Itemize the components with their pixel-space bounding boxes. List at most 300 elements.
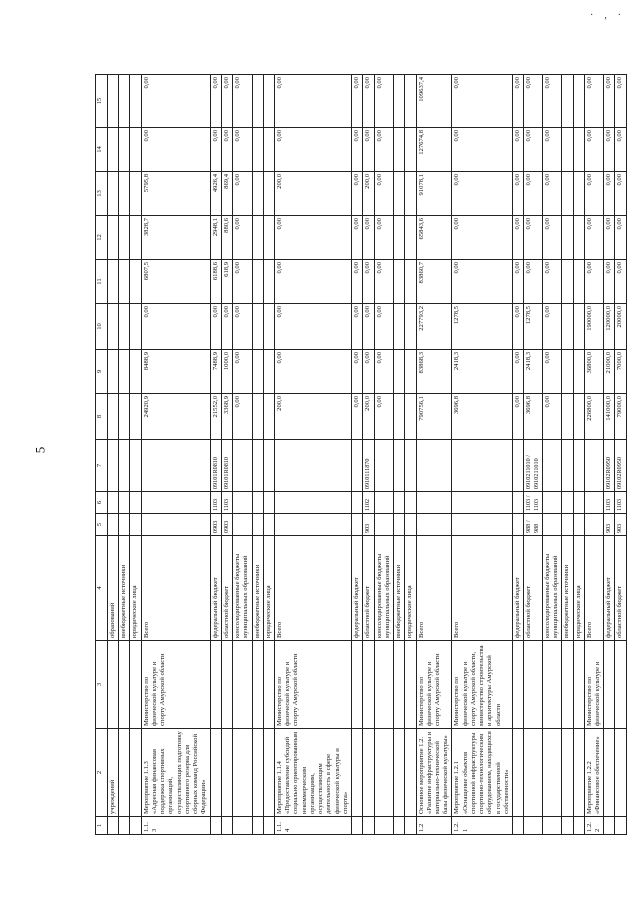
column-header: 8	[96, 394, 108, 440]
table-cell-executor	[604, 641, 615, 729]
table-cell-executor	[615, 641, 626, 729]
column-header: 15	[96, 75, 108, 128]
table-cell-grbs	[374, 514, 393, 536]
table-cell-c12: 0,00	[584, 216, 603, 260]
table-cell-c12	[108, 216, 119, 260]
table-cell-name	[513, 729, 524, 817]
table-cell-source: внебюджетные источники	[394, 536, 405, 641]
table-cell-c9: 0,00	[233, 350, 252, 394]
table-row	[141, 75, 210, 835]
table-cell-rzpr	[141, 492, 210, 514]
table-cell-c8: 24920,9	[141, 394, 210, 440]
table-cell-c12	[573, 216, 584, 260]
table-cell-executor	[263, 641, 274, 729]
table-cell-c8	[562, 394, 573, 440]
table-cell-c12	[394, 216, 405, 260]
table-cell-code	[252, 817, 263, 835]
column-header: 7	[96, 440, 108, 492]
table-cell-c12: 2948,1	[210, 216, 221, 260]
table-cell-c11: 0,00	[274, 260, 351, 304]
table-cell-csr	[542, 440, 561, 492]
table-cell-rzpr	[513, 492, 524, 514]
table-cell-c12	[405, 216, 416, 260]
table-cell-grbs	[452, 514, 513, 536]
column-header: 4	[96, 536, 108, 641]
table-cell-source: областной бюджет	[221, 536, 232, 641]
table-cell-grbs	[130, 514, 141, 536]
table-cell-c15	[405, 75, 416, 128]
table-cell-c8: 3696,8	[524, 394, 543, 440]
table-cell-grbs	[573, 514, 584, 536]
table-cell-c9: 0,00	[374, 350, 393, 394]
table-cell-rzpr: 1103	[210, 492, 221, 514]
table-cell-c8: 79000,0	[615, 394, 626, 440]
table-cell-c11: 0,00	[615, 260, 626, 304]
table-cell-c9: 0,00	[542, 350, 561, 394]
table-cell-c14: 0,00	[584, 128, 603, 172]
table-cell-c15	[562, 75, 573, 128]
table-cell-code	[615, 817, 626, 835]
table-cell-code	[210, 817, 221, 835]
table-cell-grbs	[352, 514, 363, 536]
table-cell-c8: 141000,0	[604, 394, 615, 440]
table-cell-c10: 0,00	[221, 304, 232, 350]
table-cell-grbs	[405, 514, 416, 536]
table-cell-rzpr	[233, 492, 252, 514]
table-cell-code	[394, 817, 405, 835]
table-cell-source: консолидированные бюджеты муниципальных образований	[374, 536, 393, 641]
table-cell-c10	[130, 304, 141, 350]
table-cell-executor	[394, 641, 405, 729]
table-cell-executor	[573, 641, 584, 729]
table-cell-c14	[263, 128, 274, 172]
table-cell-c8	[394, 394, 405, 440]
table-cell-c13	[263, 172, 274, 216]
table-cell-c15: 0,00	[584, 75, 603, 128]
table-cell-c11: 0,00	[363, 260, 374, 304]
table-row	[405, 75, 416, 835]
table-cell-c14: 127674,8	[416, 128, 452, 172]
table-cell-c15	[573, 75, 584, 128]
table-cell-c15: 0,00	[352, 75, 363, 128]
table-cell-source: внебюджетные источники	[252, 536, 263, 641]
scan-marks: · ‚ ·	[590, 10, 625, 21]
table-cell-c14: 0,00	[374, 128, 393, 172]
table-cell-source: юридические лица	[263, 536, 274, 641]
table-cell-c9: 1000,0	[221, 350, 232, 394]
budget-table	[95, 74, 627, 835]
table-cell-c8	[252, 394, 263, 440]
table-cell-c14	[562, 128, 573, 172]
table-cell-c12	[562, 216, 573, 260]
column-header: 2	[96, 729, 108, 817]
table-cell-csr	[452, 440, 513, 492]
table-cell-c10: 1278,5	[452, 304, 513, 350]
table-cell-c14: 0,00	[452, 128, 513, 172]
table-cell-name	[263, 729, 274, 817]
table-cell-c12: 0,00	[452, 216, 513, 260]
table-cell-c13	[562, 172, 573, 216]
table-row	[130, 75, 141, 835]
table-cell-c9	[130, 350, 141, 394]
table-cell-name	[405, 729, 416, 817]
table-cell-c13: 4926,4	[210, 172, 221, 216]
table-cell-c11: 0,00	[604, 260, 615, 304]
table-cell-source: юридические лица	[130, 536, 141, 641]
table-row	[363, 75, 374, 835]
table-cell-executor	[233, 641, 252, 729]
table-cell-csr	[130, 440, 141, 492]
table-row	[604, 75, 615, 835]
table-cell-c9	[252, 350, 263, 394]
table-cell-name	[615, 729, 626, 817]
table-cell-code	[130, 817, 141, 835]
table-cell-code	[542, 817, 561, 835]
table-cell-c10: 0,00	[542, 304, 561, 350]
table-cell-c12: 0,00	[542, 216, 561, 260]
column-header: 6	[96, 492, 108, 514]
table-cell-rzpr	[108, 492, 119, 514]
table-cell-c14	[573, 128, 584, 172]
table-cell-c11	[119, 260, 130, 304]
table-cell-source: консолидированные бюджеты муниципальных образований	[542, 536, 561, 641]
table-cell-c12: 0,00	[513, 216, 524, 260]
table-cell-executor	[108, 641, 119, 729]
table-cell-csr: 0910111870	[363, 440, 374, 492]
table-cell-c15: 0,00	[221, 75, 232, 128]
table-row	[513, 75, 524, 835]
table-cell-c12: 0,00	[233, 216, 252, 260]
table-cell-grbs	[416, 514, 452, 536]
table-cell-rzpr: 1102	[363, 492, 374, 514]
table-cell-executor: Министерство по физической культуре и спорту Амурской области, министерство строительства и архитектуры Амурской области	[452, 641, 513, 729]
table-cell-executor	[210, 641, 221, 729]
table-cell-name	[394, 729, 405, 817]
table-cell-c9	[405, 350, 416, 394]
table-cell-c13	[405, 172, 416, 216]
table-cell-c13: 5795,8	[141, 172, 210, 216]
table-cell-c8: 0,00	[233, 394, 252, 440]
table-cell-c11: 83860,7	[416, 260, 452, 304]
table-row	[274, 75, 351, 835]
table-cell-source: федеральный бюджет	[604, 536, 615, 641]
table-cell-grbs	[108, 514, 119, 536]
table-cell-csr	[573, 440, 584, 492]
table-cell-rzpr	[452, 492, 513, 514]
table-cell-name	[604, 729, 615, 817]
table-cell-c14	[252, 128, 263, 172]
table-cell-source: консолидированные бюджеты муниципальных образований	[233, 536, 252, 641]
table-cell-c13: 0,00	[352, 172, 363, 216]
table-cell-c13	[130, 172, 141, 216]
table-cell-c11: 0,00	[233, 260, 252, 304]
table-cell-executor	[513, 641, 524, 729]
table-cell-executor	[524, 641, 543, 729]
table-cell-c8: 0,00	[513, 394, 524, 440]
table-cell-executor	[363, 641, 374, 729]
table-cell-c13: 91078,1	[416, 172, 452, 216]
table-row	[394, 75, 405, 835]
table-cell-c10	[562, 304, 573, 350]
table-cell-c14: 0,00	[524, 128, 543, 172]
table-cell-c8: 3696,8	[452, 394, 513, 440]
table-cell-c10	[119, 304, 130, 350]
table-cell-code: 1.2.1	[452, 817, 513, 835]
table-row	[524, 75, 543, 835]
table-cell-name	[562, 729, 573, 817]
table-cell-c13: 0,00	[604, 172, 615, 216]
table-cell-grbs	[233, 514, 252, 536]
table-cell-c8: 0,00	[542, 394, 561, 440]
table-cell-code	[352, 817, 363, 835]
table-cell-executor	[130, 641, 141, 729]
table-cell-c13: 0,00	[513, 172, 524, 216]
table-cell-c15	[263, 75, 274, 128]
table-cell-c8	[119, 394, 130, 440]
table-cell-name	[542, 729, 561, 817]
table-cell-executor	[119, 641, 130, 729]
table-cell-c12: 0,00	[374, 216, 393, 260]
table-cell-c12: 0,00	[615, 216, 626, 260]
table-cell-c14: 0,00	[233, 128, 252, 172]
table-cell-code	[233, 817, 252, 835]
table-cell-c13: 0,00	[524, 172, 543, 216]
table-cell-name: Мероприятие 1.2.2 «Финансовое обеспечение»	[584, 729, 603, 817]
table-cell-code	[263, 817, 274, 835]
table-cell-c12: 880,6	[221, 216, 232, 260]
table-cell-code	[573, 817, 584, 835]
table-cell-c8: 21552,0	[210, 394, 221, 440]
table-cell-c14: 0,00	[221, 128, 232, 172]
table-cell-c9: 2418,3	[452, 350, 513, 394]
rotated-table-wrapper	[95, 75, 624, 835]
column-header: 12	[96, 216, 108, 260]
table-cell-c14: 0,00	[513, 128, 524, 172]
table-cell-c13	[573, 172, 584, 216]
table-cell-grbs: 988 / 988	[524, 514, 543, 536]
table-cell-rzpr	[274, 492, 351, 514]
table-cell-c10	[263, 304, 274, 350]
table-cell-c11: 0,00	[524, 260, 543, 304]
table-cell-c9	[119, 350, 130, 394]
table-cell-csr	[394, 440, 405, 492]
table-cell-c8: 226800,0	[584, 394, 603, 440]
table-cell-c15	[119, 75, 130, 128]
table-row	[119, 75, 130, 835]
table-cell-c12: 3828,7	[141, 216, 210, 260]
table-cell-name	[374, 729, 393, 817]
table-cell-executor	[405, 641, 416, 729]
table-cell-grbs: 0903	[221, 514, 232, 536]
table-cell-csr: 09102R0950	[604, 440, 615, 492]
table-cell-c8	[108, 394, 119, 440]
table-cell-name	[252, 729, 263, 817]
table-cell-grbs: 903	[604, 514, 615, 536]
table-cell-c9: 0,00	[363, 350, 374, 394]
table-cell-c11	[394, 260, 405, 304]
table-cell-name	[524, 729, 543, 817]
table-cell-csr	[584, 440, 603, 492]
table-cell-c11: 618,9	[221, 260, 232, 304]
table-cell-c14	[405, 128, 416, 172]
table-cell-code: 1.1.3	[141, 817, 210, 835]
column-header: 1	[96, 817, 108, 835]
table-row	[374, 75, 393, 835]
table-cell-name: Основное мероприятие 1.2. «Развитие инфраструктуры и материально-технической базы физической культуры»	[416, 729, 452, 817]
table-cell-c12: 0,00	[352, 216, 363, 260]
table-cell-grbs: 903	[363, 514, 374, 536]
table-cell-c9	[394, 350, 405, 394]
table-cell-c13	[394, 172, 405, 216]
table-cell-name	[210, 729, 221, 817]
table-cell-c8	[405, 394, 416, 440]
table-cell-source: областной бюджет	[615, 536, 626, 641]
table-cell-c15: 0,00	[141, 75, 210, 128]
table-cell-c9: 8488,9	[141, 350, 210, 394]
table-cell-source: Всего	[584, 536, 603, 641]
table-cell-c10	[405, 304, 416, 350]
table-cell-c10: 0,00	[274, 304, 351, 350]
table-cell-code	[374, 817, 393, 835]
table-cell-grbs: 0903	[210, 514, 221, 536]
table-cell-code: 1.1.4	[274, 817, 351, 835]
table-cell-code	[524, 817, 543, 835]
table-cell-c12	[263, 216, 274, 260]
page-number: 5	[32, 446, 48, 454]
table-cell-csr	[416, 440, 452, 492]
table-cell-rzpr	[573, 492, 584, 514]
table-cell-c10: 0,00	[374, 304, 393, 350]
table-cell-executor: Министерство по физической культуре и спорту Амурской области	[416, 641, 452, 729]
table-cell-c8: 200,0	[274, 394, 351, 440]
table-cell-grbs	[542, 514, 561, 536]
column-header: 10	[96, 304, 108, 350]
table-cell-source: Всего	[452, 536, 513, 641]
table-cell-grbs: 903	[615, 514, 626, 536]
table-cell-c15: 109637,4	[416, 75, 452, 128]
table-cell-csr	[119, 440, 130, 492]
table-cell-rzpr	[394, 492, 405, 514]
table-cell-c9: 0,00	[274, 350, 351, 394]
table-cell-c8: 790756,1	[416, 394, 452, 440]
table-cell-rzpr	[263, 492, 274, 514]
table-cell-c12: 0,00	[274, 216, 351, 260]
table-cell-c8	[263, 394, 274, 440]
table-cell-source: Всего	[416, 536, 452, 641]
table-cell-grbs	[263, 514, 274, 536]
table-cell-c10: 190000,0	[584, 304, 603, 350]
table-row	[416, 75, 452, 835]
column-header: 11	[96, 260, 108, 304]
table-cell-c14: 0,00	[210, 128, 221, 172]
table-cell-csr	[141, 440, 210, 492]
table-cell-c11: 0,00	[584, 260, 603, 304]
table-cell-c13: 200,0	[363, 172, 374, 216]
table-cell-c15	[108, 75, 119, 128]
table-row	[562, 75, 573, 835]
rotated-table-area	[95, 75, 624, 835]
table-cell-c9: 7488,9	[210, 350, 221, 394]
table-cell-name	[573, 729, 584, 817]
table-row	[233, 75, 252, 835]
table-row	[584, 75, 603, 835]
table-cell-c8	[130, 394, 141, 440]
table-cell-source: юридические лица	[405, 536, 416, 641]
column-header: 13	[96, 172, 108, 216]
table-cell-rzpr	[252, 492, 263, 514]
table-cell-csr	[263, 440, 274, 492]
table-cell-csr	[233, 440, 252, 492]
table-cell-c13	[252, 172, 263, 216]
table-row	[252, 75, 263, 835]
table-cell-c10: 0,00	[352, 304, 363, 350]
table-cell-c11: 0,00	[542, 260, 561, 304]
table-cell-rzpr	[542, 492, 561, 514]
table-cell-source: юридические лица	[573, 536, 584, 641]
table-cell-c9	[263, 350, 274, 394]
table-cell-c11	[562, 260, 573, 304]
table-cell-c14: 0,00	[615, 128, 626, 172]
table-cell-csr	[274, 440, 351, 492]
table-cell-c10	[573, 304, 584, 350]
table-cell-name	[233, 729, 252, 817]
table-cell-rzpr: 1103	[221, 492, 232, 514]
table-cell-c14	[108, 128, 119, 172]
table-cell-c8	[573, 394, 584, 440]
table-cell-grbs	[394, 514, 405, 536]
table-cell-executor	[542, 641, 561, 729]
table-cell-csr	[405, 440, 416, 492]
table-cell-source: внебюджетные источники	[119, 536, 130, 641]
column-header: 14	[96, 128, 108, 172]
table-cell-grbs	[513, 514, 524, 536]
table-cell-executor	[252, 641, 263, 729]
table-cell-c9: 0,00	[352, 350, 363, 394]
table-cell-executor: Министерство по физической культуре и спорту Амурской области	[274, 641, 351, 729]
table-cell-c9	[562, 350, 573, 394]
table-cell-c14: 0,00	[363, 128, 374, 172]
table-cell-code	[108, 817, 119, 835]
table-cell-executor	[374, 641, 393, 729]
table-cell-source: Всего	[274, 536, 351, 641]
table-cell-source: федеральный бюджет	[513, 536, 524, 641]
table-cell-rzpr	[130, 492, 141, 514]
table-cell-rzpr	[374, 492, 393, 514]
table-cell-c11: 0,00	[513, 260, 524, 304]
table-cell-c11: 0,00	[352, 260, 363, 304]
table-cell-c9: 0,00	[513, 350, 524, 394]
table-cell-c11	[573, 260, 584, 304]
table-cell-c11: 6807,5	[141, 260, 210, 304]
table-cell-executor	[562, 641, 573, 729]
table-cell-c13: 0,00	[584, 172, 603, 216]
table-row	[221, 75, 232, 835]
table-cell-c8: 0,00	[352, 394, 363, 440]
column-header: 3	[96, 641, 108, 729]
table-cell-c9	[573, 350, 584, 394]
table-row	[542, 75, 561, 835]
table-row	[263, 75, 274, 835]
table-cell-c10: 1278,5	[524, 304, 543, 350]
table-cell-source: федеральный бюджет	[352, 536, 363, 641]
table-row	[452, 75, 513, 835]
table-cell-c12	[130, 216, 141, 260]
table-cell-c13	[119, 172, 130, 216]
table-cell-name	[352, 729, 363, 817]
table-row	[573, 75, 584, 835]
table-cell-c13	[108, 172, 119, 216]
table-cell-c10: 20000,0	[615, 304, 626, 350]
